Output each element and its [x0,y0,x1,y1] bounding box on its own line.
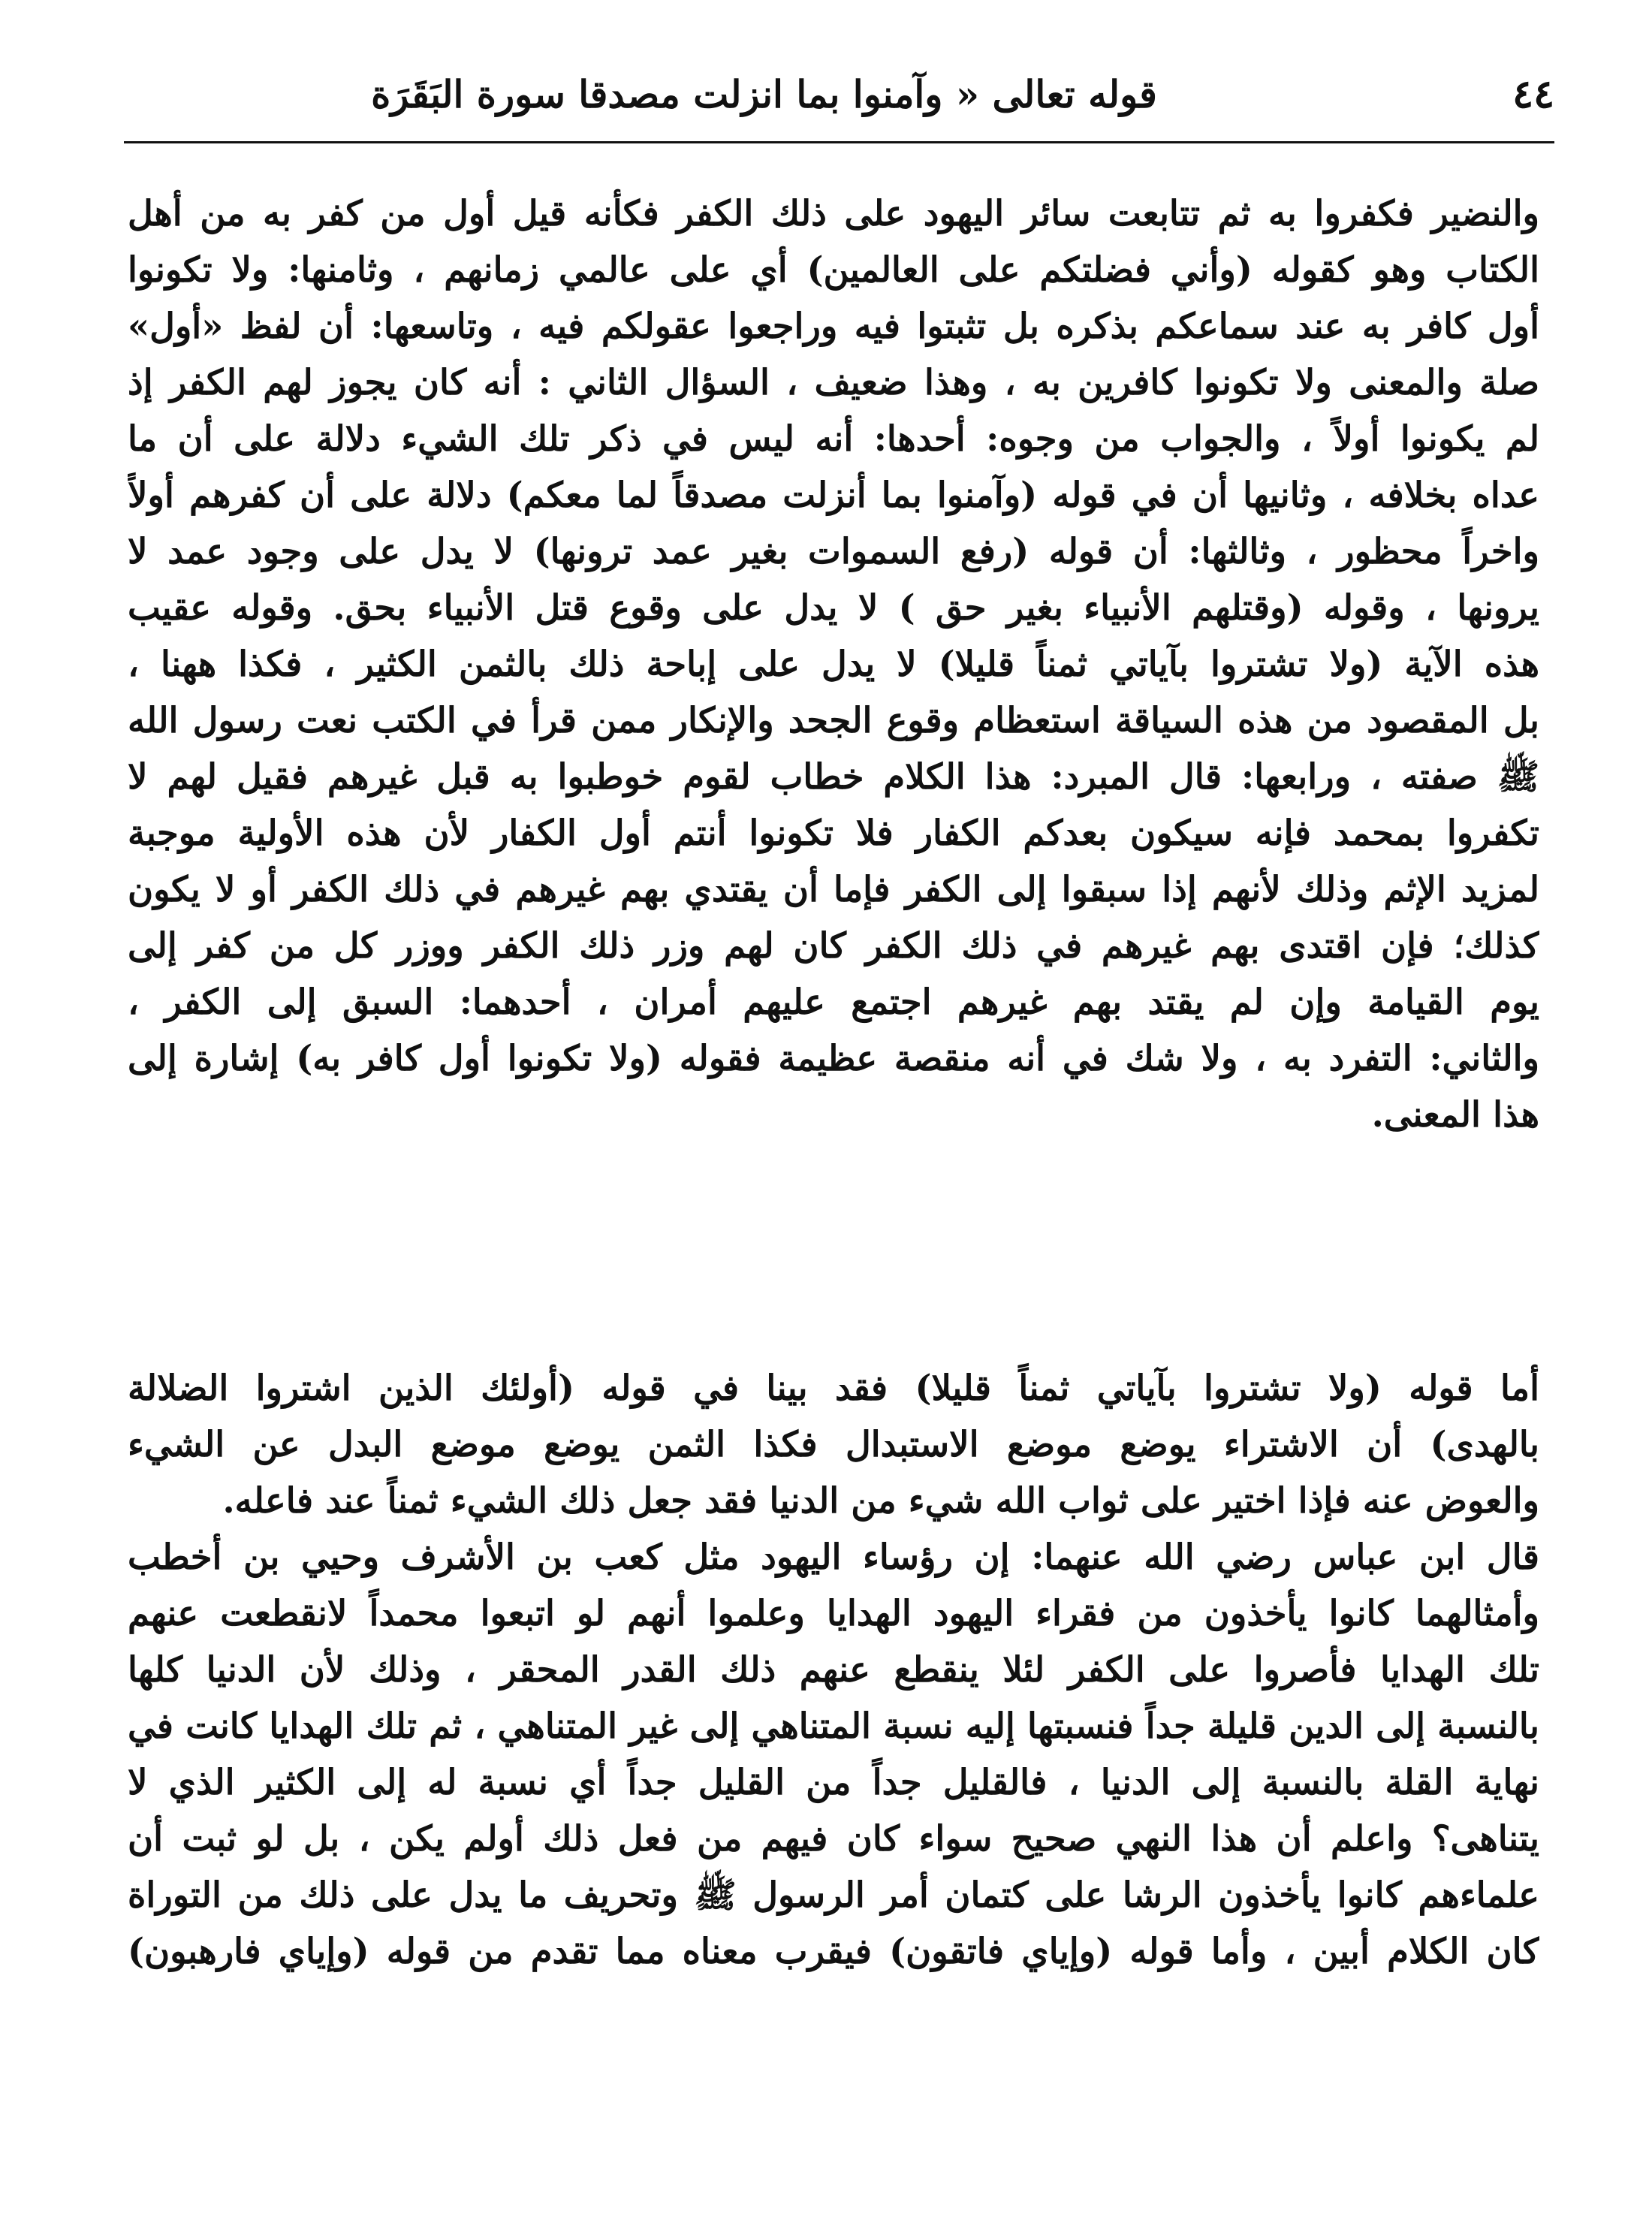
text-line: بل المقصود من هذه السياقة استعظام وقوع الجحد والإنكار ممن قرأ في الكتب نعت رسول الله [128,699,1539,740]
text-line: والثاني: التفرد به ، ولا شك في أنه منقصة عظيمة فقوله (ولا تكونوا أول كافر به) إشارة إلى [128,1037,1539,1078]
text-line: يتناهى؟ واعلم أن هذا النهي صحيح سواء كان فيهم من فعل ذلك أولم يكن ، بل لو ثبت أن [128,1817,1539,1859]
text-line: الكتاب وهو كقوله (وأني فضلتكم على العالمين) أي على عالمي زمانهم ، وثامنها: ولا تكونوا [128,249,1539,290]
text-line: كذلك؛ فإن اقتدى بهم غيرهم في ذلك الكفر كان لهم وزر ذلك الكفر ووزر كل من كفر إلى [128,924,1539,966]
text-line: صلة والمعنى ولا تكونوا كافرين به ، وهذا ضعيف ، السؤال الثاني : أنه كان يجوز لهم الكفر إذ [128,361,1539,403]
text-line: نهاية القلة بالنسبة إلى الدنيا ، فالقليل جداً من القليل جداً أي نسبة له إلى الكثير الذي لا [128,1761,1539,1802]
page-number: ٤٤ [1512,71,1554,117]
running-title: قوله تعالى « وآمنوا بما انزلت مصدقا سورة البَقَرَة [371,72,1157,116]
text-line: والنضير فكفروا به ثم تتابعت سائر اليهود على ذلك الكفر فكأنه قيل أول من كفر به من أهل [128,192,1539,234]
text-line: هذه الآية (ولا تشتروا بآياتي ثمناً قليلا) لا يدل على إباحة ذلك بالثمن الكثير ، فكذا ههنا ، [128,643,1539,684]
text-line: قال ابن عباس رضي الله عنهما: إن رؤساء اليهود مثل كعب بن الأشرف وحيي بن أخطب [128,1536,1539,1577]
text-line: علماءهم كانوا يأخذون الرشا على كتمان أمر الرسول ﷺ وتحريف ما يدل على ذلك من التوراة [128,1874,1539,1915]
text-line: عداه بخلافه ، وثانيها أن في قوله (وآمنوا بما أنزلت مصدقاً لما معكم) دلالة على أن كفرهم أولاً [128,474,1539,515]
text-line: لمزيد الإثم وذلك لأنهم إذا سبقوا إلى الكفر فإما أن يقتدي بهم غيرهم في ذلك الكفر أو لا يكون [128,868,1539,909]
header-divider [124,141,1554,143]
text-line: هذا المعنى. [1371,1093,1539,1135]
text-line: يرونها ، وقوله (وقتلهم الأنبياء بغير حق ) لا يدل على وقوع قتل الأنبياء بحق. وقوله عقيب [128,587,1539,628]
text-line: ﷺ صفته ، ورابعها: قال المبرد: هذا الكلام خطاب لقوم خوطبوا به قبل غيرهم فقيل لهم لا [128,756,1539,797]
text-line: تكفروا بمحمد فإنه سيكون بعدكم الكفار فلا تكونوا أنتم أول الكفار لأن هذه الأولية موجبة [128,812,1539,853]
text-line: أول كافر به عند سماعكم بذكره بل تثبتوا فيه وراجعوا عقولكم فيه ، وتاسعها: أن لفظ «أول» [128,305,1539,346]
text-line: يوم القيامة وإن لم يقتد بهم غيرهم اجتمع عليهم أمران ، أحدهما: السبق إلى الكفر ، [128,981,1539,1022]
text-line: والعوض عنه فإذا اختير على ثواب الله شيء من الدنيا فقد جعل ذلك الشيء ثمناً عند فاعله. [222,1479,1539,1521]
text-line: أما قوله (ولا تشتروا بآياتي ثمناً قليلا) فقد بينا في قوله (أولئك الذين اشتروا الضلالة [128,1367,1539,1408]
text-line: كان الكلام أبين ، وأما قوله (وإياي فاتقون) فيقرب معناه مما تقدم من قوله (وإياي فارهبون) [128,1930,1539,1971]
text-line: بالهدى) أن الاشتراء يوضع موضع الاستبدال فكذا الثمن يوضع موضع البدل عن الشيء [128,1423,1539,1464]
text-line: وأمثالهما كانوا يأخذون من فقراء اليهود الهدايا وعلموا أنهم لو اتبعوا محمداً لانقطعت عنهم [128,1592,1539,1633]
paragraph-2 [128,1359,1539,1979]
paragraph-1 [128,185,1539,1142]
page-header [124,66,1554,132]
text-line: لم يكونوا أولاً ، والجواب من وجوه: أحدها: أنه ليس في ذكر تلك الشيء دلالة على أن ما [128,418,1539,459]
text-line: تلك الهدايا فأصروا على الكفر لئلا ينقطع عنهم ذلك القدر المحقر ، وذلك لأن الدنيا كلها [128,1648,1539,1690]
text-line: بالنسبة إلى الدين قليلة جداً فنسبتها إليه نسبة المتناهي إلى غير المتناهي ، ثم تلك الهدايا كانت في [128,1705,1539,1746]
text-line: واخراً محظور ، وثالثها: أن قوله (رفع السموات بغير عمد ترونها) لا يدل على وجود عمد لا [128,530,1539,572]
